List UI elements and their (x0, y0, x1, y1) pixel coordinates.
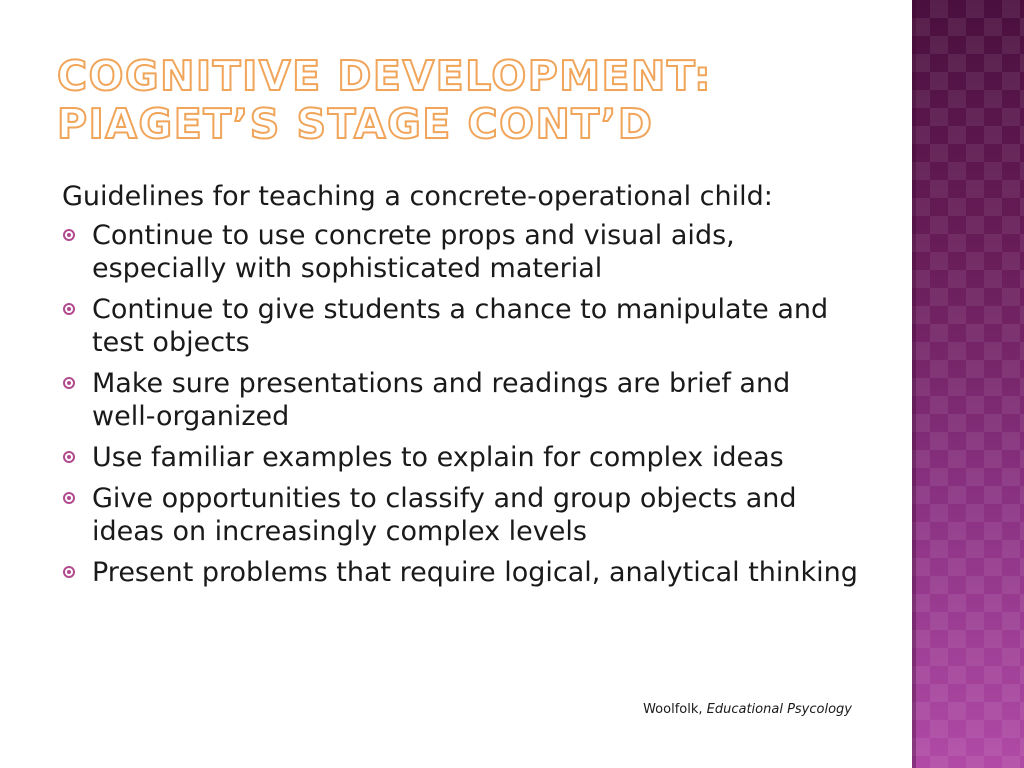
radio-dot-icon (63, 451, 75, 463)
bullet-text: Continue to give students a chance to manipulate and test objects (92, 294, 829, 358)
slide-title (57, 52, 897, 148)
citation (643, 702, 852, 717)
bullet-item (62, 367, 862, 433)
title-line-1: COGNITIVE DEVELOPMENT: (57, 52, 712, 100)
radio-dot-icon (63, 492, 75, 504)
bullet-text: Give opportunities to classify and group objects and ideas on increasingly complex levels (92, 483, 797, 547)
citation-author: Woolfolk, (643, 702, 703, 717)
slide-body (62, 180, 862, 597)
bullet-item (62, 441, 862, 474)
title-line-2: PIAGET’S STAGE CONT’D (57, 100, 654, 148)
bullet-item (62, 219, 862, 285)
citation-work: Educational Psycology (706, 702, 852, 717)
bullet-text: Make sure presentations and readings are brief and well-organized (92, 368, 791, 432)
intro-text: Guidelines for teaching a concrete-operational child: (62, 181, 773, 212)
decorative-side-band (912, 0, 1024, 768)
bullet-text: Present problems that require logical, analytical thinking (92, 557, 858, 588)
radio-dot-icon (63, 377, 75, 389)
radio-dot-icon (63, 566, 75, 578)
bullet-text: Continue to use concrete props and visual aids, especially with sophisticated material (92, 220, 735, 284)
radio-dot-icon (63, 303, 75, 315)
bullet-item (62, 482, 862, 548)
bullet-text: Use familiar examples to explain for complex ideas (92, 442, 784, 473)
bullet-list (62, 219, 862, 589)
bullet-item (62, 556, 862, 589)
bullet-item (62, 293, 862, 359)
radio-dot-icon (63, 229, 75, 241)
